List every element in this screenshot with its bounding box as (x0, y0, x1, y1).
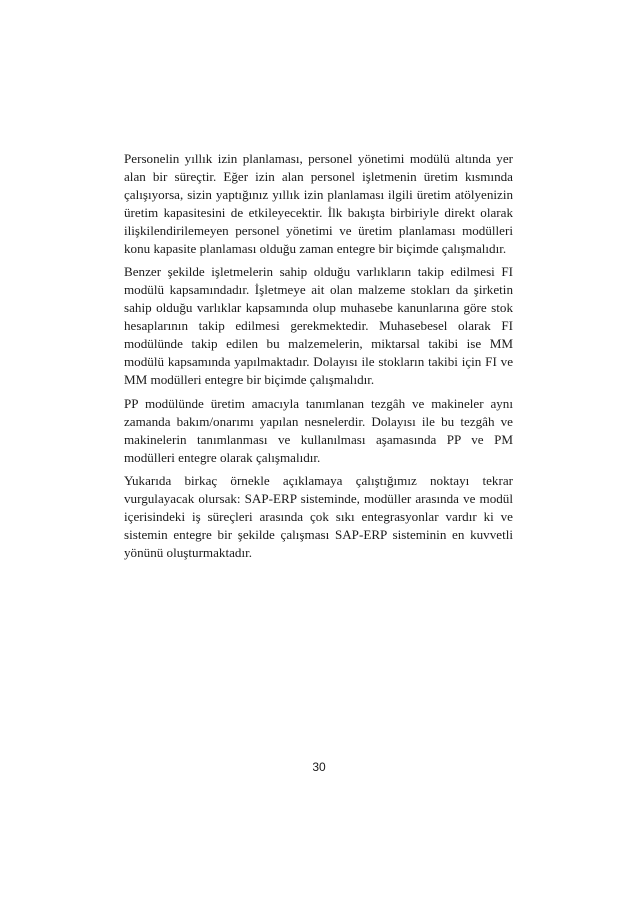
body-text (124, 150, 513, 568)
paragraph-1: Personelin yıllık izin planlaması, personel yönetimi modülü altında yer alan bir süreçtir. Eğer izin alan personel işletmenin üretim kısmında çalışıyorsa, sizin yaptığınız yıllık izin planlaması ilgili üretim atölyenizin üretim kapasitesini de etkileyecektir. İlk bakışta birbiriyle direkt olarak ilişkilendirilemeyen personel yönetimi ve üretim planlaması modülleri konu kapasite planlaması olduğu zaman entegre bir biçimde çalışmalıdır. (124, 151, 513, 256)
paragraph-4: Yukarıda birkaç örnekle açıklamaya çalıştığımız noktayı tekrar vurgulayacak olursak: SAP-ERP sisteminde, modüller arasında ve modül içerisindeki iş süreçleri arasında çok sıkı entegrasyonlar vardır ki ve sistemin entegre bir şekilde çalışması SAP-ERP sisteminin en kuvvetli yönünü oluşturmaktadır. (124, 473, 513, 561)
page-number: 30 (312, 760, 326, 774)
paragraph-3: PP modülünde üretim amacıyla tanımlanan tezgâh ve makineler aynı zamanda bakım/onarımı yapılan nesnelerdir. Dolayısı ile bu tezgâh ve makinelerin tanımlanması ve kullanılması aşamasında PP ve PM modülleri entegre olarak çalışmalıdır. (124, 395, 513, 465)
paragraph-2: Benzer şekilde işletmelerin sahip olduğu varlıkların takip edilmesi FI modülü kapsamındadır. İşletmeye ait olan malzeme stokları da şirketin sahip olduğu varlıklar kapsamında olup muhasebe kanunlarına göre stok hesaplarının takip edilmesi gerekmektedir. Muhasebesel olarak FI modülünde takip edilen bu malzemelerin, miktarsal takibi ise MM modülü kapsamında yapılmaktadır. Dolayısı ile stokların takibi için FI ve MM modülleri entegre bir biçimde çalışmalıdır. (124, 264, 513, 387)
